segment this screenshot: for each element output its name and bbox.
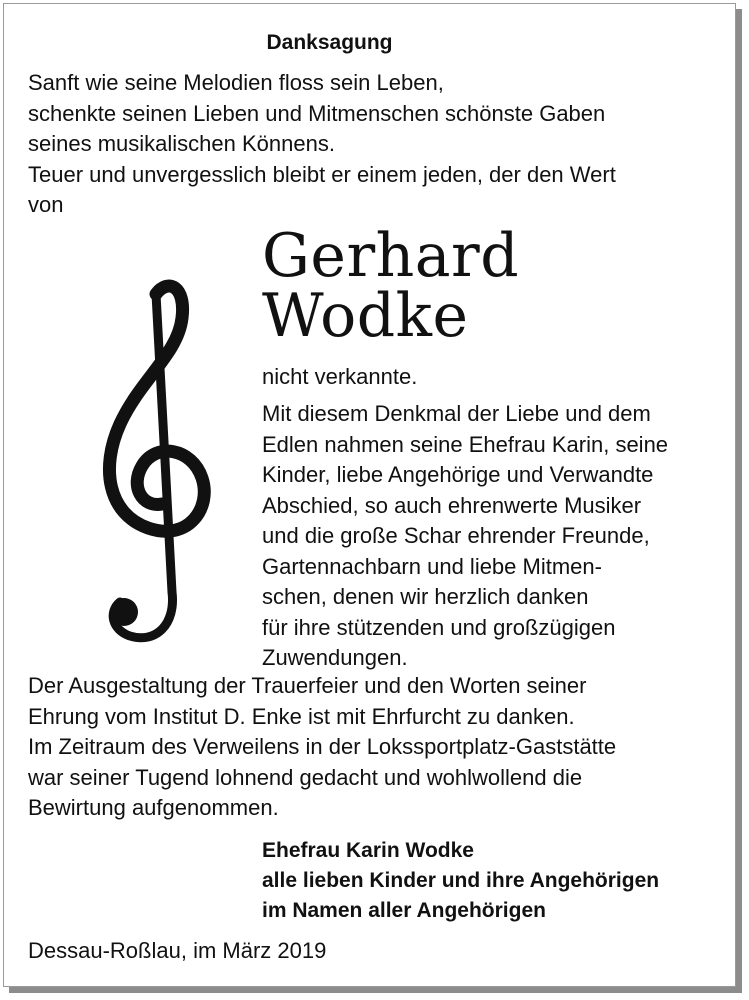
body-line: Ehrung vom Institut D. Enke ist mit Ehrfurcht zu danken. <box>28 703 575 729</box>
body-line: Edlen nahmen seine Ehefrau Karin, seine <box>262 431 669 457</box>
body-line: Gartennachbarn und liebe Mitmen- <box>262 553 602 579</box>
notice-heading: Danksagung <box>266 31 393 54</box>
notice-frame <box>3 3 736 987</box>
body-line: Der Ausgestaltung der Trauerfeier und den Worten seiner <box>28 673 587 698</box>
body-line: und die große Schar ehrender Freunde, <box>262 523 650 548</box>
signature-line: alle lieben Kinder und ihre Angehörigen <box>262 869 660 892</box>
body-line: Abschied, so auch ehrenwerte Musiker <box>262 492 642 518</box>
body-line: schen, denen wir herzlich danken <box>262 584 589 609</box>
deceased-last-name: Wodke <box>262 281 469 351</box>
body-line: Bewirtung aufgenommen. <box>28 795 279 820</box>
intro-line: Sanft wie seine Melodien floss sein Leben, <box>28 70 444 95</box>
intro-line: Teuer und unvergesslich bleibt er einem jeden, der den Wert <box>28 161 616 187</box>
intro-line: von <box>28 192 64 217</box>
body-line: Im Zeitraum des Verweilens in der Lokssportplatz-Gaststätte <box>28 734 617 759</box>
body-line: Zuwendungen. <box>262 645 408 670</box>
treble-clef-icon <box>90 272 220 652</box>
intro-line: seines musikalischen Könnens. <box>28 131 335 156</box>
deceased-name <box>262 221 520 351</box>
body-paragraph-right <box>262 399 668 674</box>
deceased-first-name: Gerhard <box>262 221 520 291</box>
signature-block <box>262 836 659 926</box>
body-paragraph-full <box>28 671 616 824</box>
intro-paragraph <box>28 68 616 221</box>
intro-line: schenkte seinen Lieben und Mitmenschen schönste Gaben <box>28 100 606 126</box>
body-line: für ihre stützenden und großzügigen <box>262 614 616 640</box>
place-date: Dessau-Roßlau, im März 2019 <box>28 938 327 963</box>
body-line: war seiner Tugend lohnend gedacht und wohlwollend die <box>28 764 583 790</box>
body-line: Kinder, liebe Angehörige und Verwandte <box>262 462 654 487</box>
body-line: Mit diesem Denkmal der Liebe und dem <box>262 401 651 426</box>
signature-line: Ehefrau Karin Wodke <box>262 839 474 862</box>
signature-line: im Namen aller Angehörigen <box>262 899 546 922</box>
after-name-text: nicht verkannte. <box>262 364 418 389</box>
